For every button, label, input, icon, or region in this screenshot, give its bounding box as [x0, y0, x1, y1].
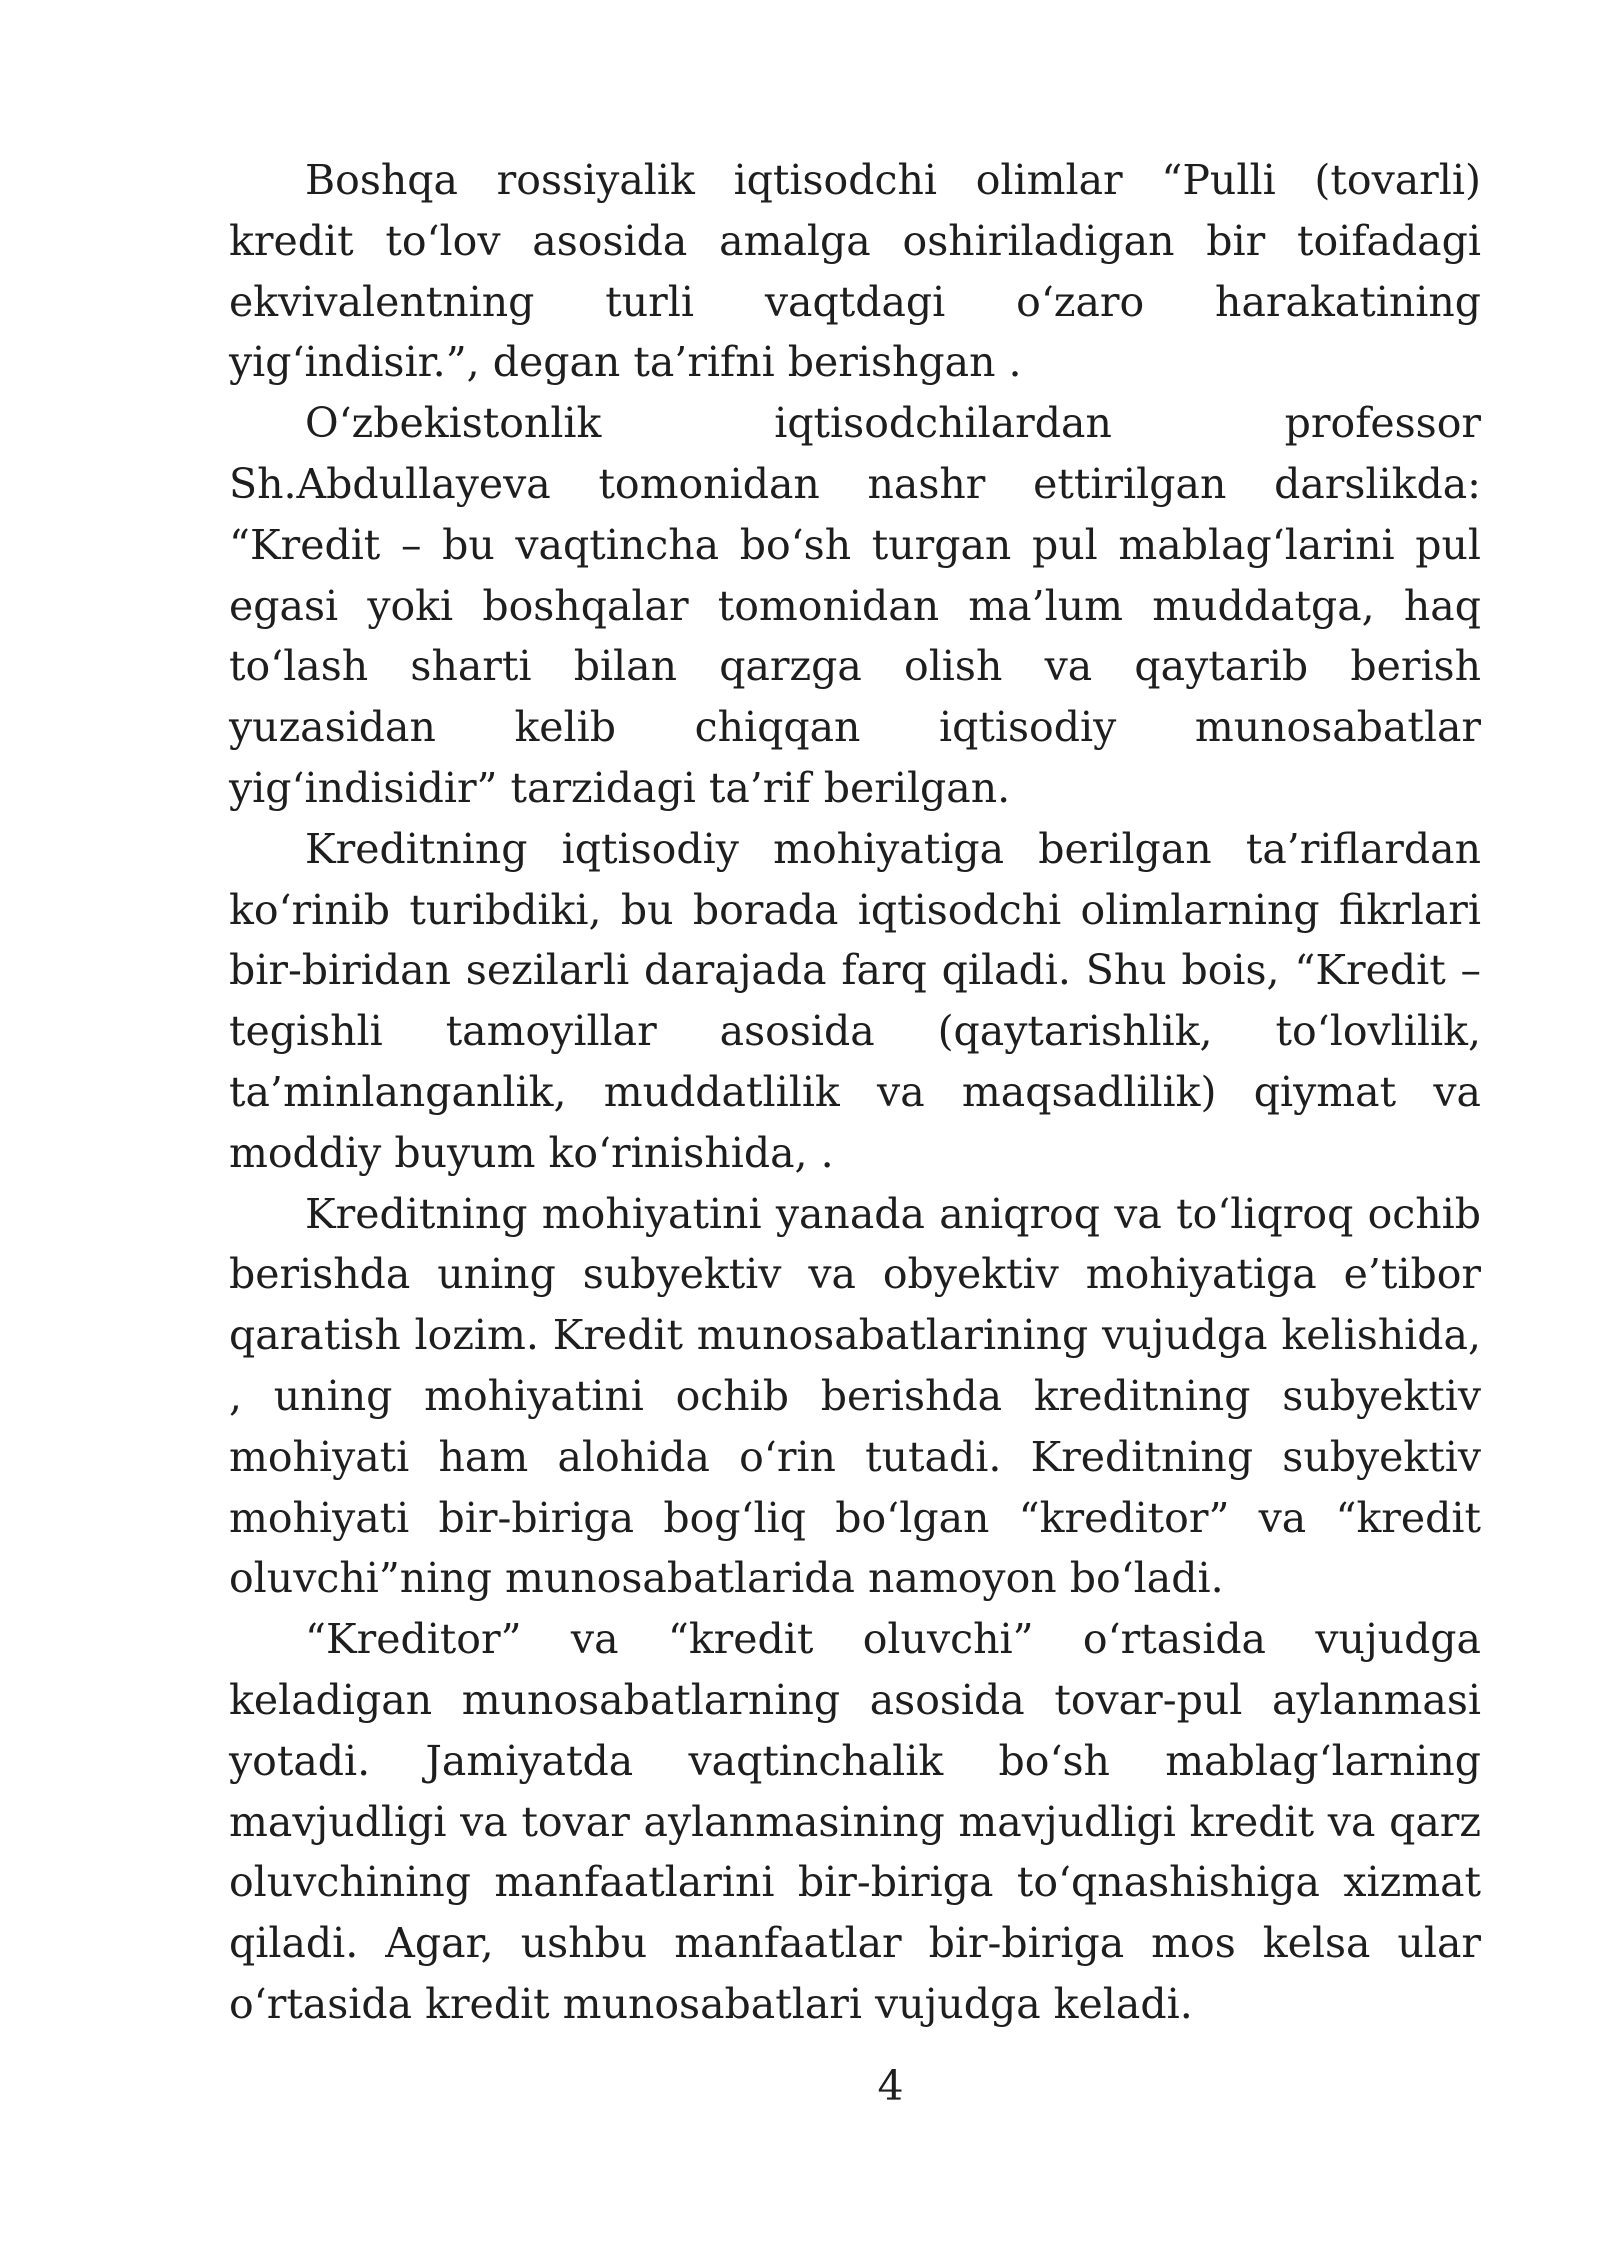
paragraph: O‘zbekistonlik iqtisodchilardan professor Sh.Abdullayeva tomonidan nashr ettirilgan darslikda: “Kredit – bu vaqtincha bo‘sh turgan pul mablag‘larini pul egasi yoki boshqalar tomonidan ma’lum muddatga, haq to‘lash sharti bilan qarzga olish va qaytarib berish yuzasidan kelib chiqqan iqtisodiy munosabatlar yig‘indisidir” tarzidagi ta’rif berilgan. [229, 399, 1481, 812]
paragraph: Kreditning mohiyatini yanada aniqroq va to‘liqroq ochib berishda uning subyektiv va obyektiv mohiyatiga e’tibor qaratish lozim. Kredit munosabatlarining vujudga kelishida, , uning mohiyatini ochib berishda kreditning subyektiv mohiyati ham alohida o‘rin tutadi. Kreditning subyektiv mohiyati bir-biriga bog‘liq bo‘lgan “kreditor” va “kredit oluvchi”ning munosabatlarida namoyon bo‘ladi. [229, 1189, 1481, 1603]
page-body [229, 150, 1481, 2035]
page-number: 4 [877, 2062, 904, 2110]
paragraph: “Kreditor” va “kredit oluvchi” o‘rtasida vujudga keladigan munosabatlarning asosida tovar-pul aylanmasi yotadi. Jamiyatda vaqtinchalik bo‘sh mablag‘larning mavjudligi va tovar aylanmasining mavjudligi kredit va qarz oluvchining manfaatlarini bir-biriga to‘qnashishiga xizmat qiladi. Agar, ushbu manfaatlar bir-biriga mos kelsa ular o‘rtasida kredit munosabatlari vujudga keladi. [229, 1615, 1481, 2028]
paragraph: Boshqa rossiyalik iqtisodchi olimlar “Pulli (tovarli) kredit to‘lov asosida amalga oshiriladigan bir toifadagi ekvivalentning turli vaqtdagi o‘zaro harakatining yig‘indisir.”, degan ta’rifni berishgan . [229, 156, 1481, 387]
paragraph: Kreditning iqtisodiy mohiyatiga berilgan ta’riflardan ko‘rinib turibdiki, bu borada iqtisodchi olimlarning fikrlari bir-biridan sezilarli darajada farq qiladi. Shu bois, “Kredit – tegishli tamoyillar asosida (qaytarishlik, to‘lovlilik, ta’minlanganlik, muddatlilik va maqsadlilik) qiymat va moddiy buyum ko‘rinishida, . [229, 824, 1481, 1177]
